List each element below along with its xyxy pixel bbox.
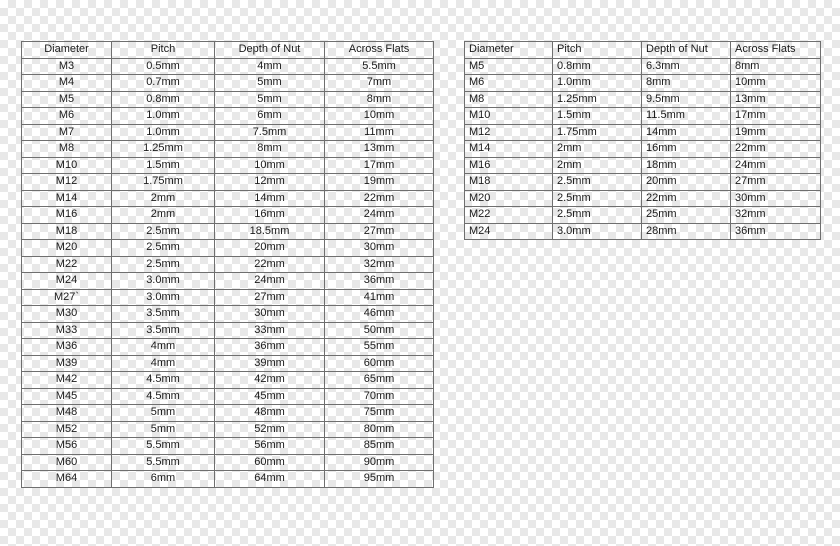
table-cell: 14mm bbox=[215, 190, 325, 207]
table-cell: 5mm bbox=[112, 405, 215, 422]
table-cell: M48 bbox=[22, 405, 112, 422]
table-cell: M18 bbox=[465, 174, 553, 191]
table-cell: 2.5mm bbox=[553, 174, 642, 191]
table-row bbox=[22, 108, 434, 125]
table-cell: 65mm bbox=[325, 372, 434, 389]
header-cell: Pitch bbox=[112, 42, 215, 59]
table-row bbox=[22, 339, 434, 356]
table-cell: M10 bbox=[22, 157, 112, 174]
table-row bbox=[22, 289, 434, 306]
table-cell: 17mm bbox=[325, 157, 434, 174]
table-cell: 52mm bbox=[215, 421, 325, 438]
table-row bbox=[22, 454, 434, 471]
table-cell: 6.3mm bbox=[642, 58, 731, 75]
table-cell: M4 bbox=[22, 75, 112, 92]
table-cell: 18mm bbox=[642, 157, 731, 174]
table-row bbox=[22, 372, 434, 389]
table-cell: 8mm bbox=[642, 75, 731, 92]
table-row bbox=[22, 471, 434, 488]
table-cell: M64 bbox=[22, 471, 112, 488]
table-cell: M16 bbox=[465, 157, 553, 174]
table-cell: 75mm bbox=[325, 405, 434, 422]
table-cell: 19mm bbox=[325, 174, 434, 191]
table-cell: 3.0mm bbox=[553, 223, 642, 240]
header-row bbox=[22, 42, 434, 59]
table-cell: 9.5mm bbox=[642, 91, 731, 108]
header-cell: Pitch bbox=[553, 42, 642, 59]
table-cell: 3.5mm bbox=[112, 306, 215, 323]
left-table-body bbox=[22, 58, 434, 487]
table-cell: 6mm bbox=[112, 471, 215, 488]
table-cell: 5.5mm bbox=[112, 438, 215, 455]
table-row bbox=[465, 108, 821, 125]
table-cell: 0.7mm bbox=[112, 75, 215, 92]
table-cell: M16 bbox=[22, 207, 112, 224]
table-cell: 36mm bbox=[215, 339, 325, 356]
table-cell: 36mm bbox=[731, 223, 821, 240]
table-row bbox=[22, 190, 434, 207]
table-cell: 32mm bbox=[325, 256, 434, 273]
table-row bbox=[22, 124, 434, 141]
table-cell: 2mm bbox=[112, 207, 215, 224]
table-cell: 1.5mm bbox=[112, 157, 215, 174]
table-row bbox=[22, 58, 434, 75]
table-row bbox=[22, 438, 434, 455]
right-thread-table bbox=[464, 41, 821, 240]
table-row bbox=[22, 273, 434, 290]
header-cell: Depth of Nut bbox=[215, 42, 325, 59]
table-cell: 60mm bbox=[325, 355, 434, 372]
table-row bbox=[22, 355, 434, 372]
table-cell: 4mm bbox=[215, 58, 325, 75]
table-cell: 0.8mm bbox=[112, 91, 215, 108]
table-row bbox=[22, 207, 434, 224]
table-cell: 22mm bbox=[215, 256, 325, 273]
table-cell: 46mm bbox=[325, 306, 434, 323]
table-cell: 2mm bbox=[112, 190, 215, 207]
table-row bbox=[465, 157, 821, 174]
table-cell: 2mm bbox=[553, 157, 642, 174]
table-cell: 48mm bbox=[215, 405, 325, 422]
table-cell: 70mm bbox=[325, 388, 434, 405]
table-cell: 24mm bbox=[215, 273, 325, 290]
table-cell: 8mm bbox=[215, 141, 325, 158]
table-cell: 20mm bbox=[215, 240, 325, 257]
table-cell: M56 bbox=[22, 438, 112, 455]
table-row bbox=[465, 58, 821, 75]
table-cell: 4mm bbox=[112, 355, 215, 372]
table-row bbox=[22, 91, 434, 108]
header-cell: Depth of Nut bbox=[642, 42, 731, 59]
table-cell: 1.25mm bbox=[553, 91, 642, 108]
table-cell: 33mm bbox=[215, 322, 325, 339]
table-cell: 3.5mm bbox=[112, 322, 215, 339]
table-cell: 28mm bbox=[642, 223, 731, 240]
table-row bbox=[465, 141, 821, 158]
table-cell: 3.0mm bbox=[112, 273, 215, 290]
table-cell: 5.5mm bbox=[112, 454, 215, 471]
table-row bbox=[22, 141, 434, 158]
table-cell: 14mm bbox=[642, 124, 731, 141]
left-thread-table bbox=[21, 41, 434, 488]
table-cell: 0.8mm bbox=[553, 58, 642, 75]
table-cell: M5 bbox=[465, 58, 553, 75]
table-cell: 20mm bbox=[642, 174, 731, 191]
header-cell: Across Flats bbox=[325, 42, 434, 59]
table-cell: 39mm bbox=[215, 355, 325, 372]
table-cell: 16mm bbox=[642, 141, 731, 158]
table-cell: 2mm bbox=[553, 141, 642, 158]
table-cell: 22mm bbox=[731, 141, 821, 158]
table-cell: M30 bbox=[22, 306, 112, 323]
table-cell: 55mm bbox=[325, 339, 434, 356]
table-cell: M8 bbox=[22, 141, 112, 158]
table-cell: M52 bbox=[22, 421, 112, 438]
table-cell: 19mm bbox=[731, 124, 821, 141]
table-cell: M24 bbox=[22, 273, 112, 290]
table-cell: 2.5mm bbox=[553, 190, 642, 207]
table-cell: 17mm bbox=[731, 108, 821, 125]
table-cell: 10mm bbox=[215, 157, 325, 174]
table-row bbox=[465, 75, 821, 92]
table-cell: 1.0mm bbox=[112, 124, 215, 141]
table-cell: M3 bbox=[22, 58, 112, 75]
table-cell: 7mm bbox=[325, 75, 434, 92]
table-row bbox=[465, 91, 821, 108]
table-cell: M24 bbox=[465, 223, 553, 240]
table-row bbox=[22, 306, 434, 323]
table-cell: 1.0mm bbox=[112, 108, 215, 125]
table-cell: 80mm bbox=[325, 421, 434, 438]
table-cell: 11.5mm bbox=[642, 108, 731, 125]
table-cell: 7.5mm bbox=[215, 124, 325, 141]
table-cell: 2.5mm bbox=[553, 207, 642, 224]
table-cell: M45 bbox=[22, 388, 112, 405]
table-cell: 25mm bbox=[642, 207, 731, 224]
table-cell: 64mm bbox=[215, 471, 325, 488]
table-row bbox=[465, 124, 821, 141]
table-cell: M20 bbox=[22, 240, 112, 257]
table-cell: 8mm bbox=[731, 58, 821, 75]
table-row bbox=[22, 174, 434, 191]
table-cell: 10mm bbox=[325, 108, 434, 125]
table-cell: M22 bbox=[22, 256, 112, 273]
table-cell: 1.25mm bbox=[112, 141, 215, 158]
table-cell: 45mm bbox=[215, 388, 325, 405]
table-cell: M18 bbox=[22, 223, 112, 240]
table-cell: 30mm bbox=[325, 240, 434, 257]
table-row bbox=[465, 190, 821, 207]
table-cell: 56mm bbox=[215, 438, 325, 455]
table-cell: 24mm bbox=[731, 157, 821, 174]
table-cell: 8mm bbox=[325, 91, 434, 108]
table-cell: 2.5mm bbox=[112, 240, 215, 257]
table-cell: M8 bbox=[465, 91, 553, 108]
table-row bbox=[22, 157, 434, 174]
table-cell: 90mm bbox=[325, 454, 434, 471]
header-cell: Across Flats bbox=[731, 42, 821, 59]
table-cell: 5mm bbox=[112, 421, 215, 438]
table-cell: 13mm bbox=[731, 91, 821, 108]
right-table-body bbox=[465, 58, 821, 240]
table-cell: 42mm bbox=[215, 372, 325, 389]
table-cell: 27mm bbox=[215, 289, 325, 306]
table-cell: 32mm bbox=[731, 207, 821, 224]
table-cell: 85mm bbox=[325, 438, 434, 455]
table-cell: M10 bbox=[465, 108, 553, 125]
table-row bbox=[465, 174, 821, 191]
header-cell: Diameter bbox=[22, 42, 112, 59]
table-cell: 10mm bbox=[731, 75, 821, 92]
table-cell: 5.5mm bbox=[325, 58, 434, 75]
table-row bbox=[465, 207, 821, 224]
table-cell: 4.5mm bbox=[112, 388, 215, 405]
header-row bbox=[465, 42, 821, 59]
table-cell: 6mm bbox=[215, 108, 325, 125]
header-cell: Diameter bbox=[465, 42, 553, 59]
table-cell: 0.5mm bbox=[112, 58, 215, 75]
table-cell: 50mm bbox=[325, 322, 434, 339]
table-cell: 27mm bbox=[731, 174, 821, 191]
table-cell: 22mm bbox=[325, 190, 434, 207]
table-cell: 5mm bbox=[215, 75, 325, 92]
table-cell: M20 bbox=[465, 190, 553, 207]
table-row bbox=[22, 256, 434, 273]
table-cell: M5 bbox=[22, 91, 112, 108]
table-cell: 3.0mm bbox=[112, 289, 215, 306]
table-row bbox=[465, 223, 821, 240]
table-cell: 1.75mm bbox=[112, 174, 215, 191]
table-cell: 24mm bbox=[325, 207, 434, 224]
table-cell: 1.5mm bbox=[553, 108, 642, 125]
table-cell: 1.0mm bbox=[553, 75, 642, 92]
table-cell: M6 bbox=[22, 108, 112, 125]
table-cell: M12 bbox=[465, 124, 553, 141]
table-cell: 22mm bbox=[642, 190, 731, 207]
table-cell: 41mm bbox=[325, 289, 434, 306]
table-cell: M36 bbox=[22, 339, 112, 356]
table-cell: 16mm bbox=[215, 207, 325, 224]
table-cell: M22 bbox=[465, 207, 553, 224]
table-cell: 4.5mm bbox=[112, 372, 215, 389]
table-cell: M33 bbox=[22, 322, 112, 339]
table-cell: 2.5mm bbox=[112, 223, 215, 240]
table-row bbox=[22, 223, 434, 240]
table-row bbox=[22, 388, 434, 405]
table-cell: M12 bbox=[22, 174, 112, 191]
table-row bbox=[22, 322, 434, 339]
table-row bbox=[22, 75, 434, 92]
table-cell: M39 bbox=[22, 355, 112, 372]
table-row bbox=[22, 421, 434, 438]
table-cell: 2.5mm bbox=[112, 256, 215, 273]
table-cell: M7 bbox=[22, 124, 112, 141]
table-cell: M6 bbox=[465, 75, 553, 92]
table-cell: 18.5mm bbox=[215, 223, 325, 240]
table-row bbox=[22, 240, 434, 257]
table-cell: 1.75mm bbox=[553, 124, 642, 141]
table-cell: M42 bbox=[22, 372, 112, 389]
table-cell: M60 bbox=[22, 454, 112, 471]
table-cell: 13mm bbox=[325, 141, 434, 158]
table-cell: 36mm bbox=[325, 273, 434, 290]
table-cell: M14 bbox=[22, 190, 112, 207]
table-cell: 11mm bbox=[325, 124, 434, 141]
table-cell: 4mm bbox=[112, 339, 215, 356]
table-cell: 60mm bbox=[215, 454, 325, 471]
table-cell: 12mm bbox=[215, 174, 325, 191]
table-cell: M27` bbox=[22, 289, 112, 306]
table-cell: 95mm bbox=[325, 471, 434, 488]
table-cell: 30mm bbox=[215, 306, 325, 323]
table-cell: 30mm bbox=[731, 190, 821, 207]
table-cell: 5mm bbox=[215, 91, 325, 108]
table-cell: 27mm bbox=[325, 223, 434, 240]
table-row bbox=[22, 405, 434, 422]
table-cell: M14 bbox=[465, 141, 553, 158]
